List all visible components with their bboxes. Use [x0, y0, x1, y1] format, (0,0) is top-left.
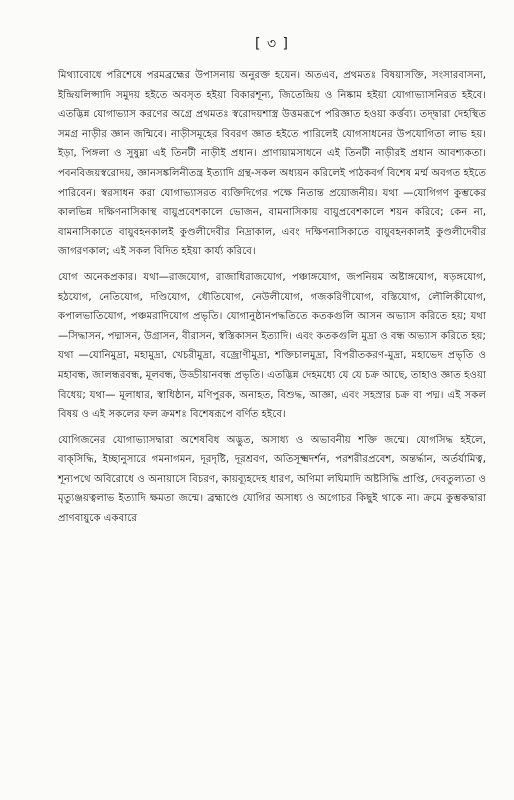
paragraph: যোগিজনের যোগাভ্যাসদ্বারা অশেষবিধ অদ্ভুত, অসাধ্য ও অভাবনীয় শক্তি জন্মে। যোগসিদ্ধ হইলে, বাক্‌সিদ্ধি, ইচ্ছানুসারে গমনাগমন, দূরদৃষ্টি, দূরশ্রবণ, অতিসূক্ষ্মদর্শন, পরশরীরপ্রবেশ, অন্তর্দ্ধান, অর্তর্যামিত্ব, শূন্যপথে অবিরোধে ও অনায়াসে বিচরণ, কায়ব্যূহদেহ ধারণ, অণিমা লঘিমাদি অষ্টসিদ্ধি প্রাপ্তি, দেবতুল্যতা ও মৃত্যুঞ্জয়ত্বলাভ ইত্যাদি ক্ষমতা জন্মে। ব্রহ্মাণ্ডে যোগির অসাধ্য ও অগোচর কিছুই থাকে না। ক্রমে কুম্ভকদ্বারা প্রাণবায়ুকে একবারে	[58, 434, 486, 525]
page-number: [ ৩ ]	[255, 36, 289, 52]
paragraph: যোগ অনেকপ্রকার। যথা—রাজযোগ, রাজাধিরাজযোগ, পঞ্চাঙ্গযোগ, জপনিয়ম অষ্টাঙ্গযোগ, ষড়ঙ্গযোগ, হঠযোগ, নেতিযোগ, দণ্ডিযোগ, ধৌতিযোগ, নেউলীযোগ, গজকরিণীযোগ, বস্তিযোগ, লৌলিকীযোগ, কপালভাতিযোগ, পঞ্চমরাদিযোগ প্রভৃতি। যোগানুষ্ঠানপদ্ধতিতে কতকগুলি আসন অভ্যাস করিতে হয়; যথা—সিদ্ধাসন, পদ্মাসন, উগ্রাসন, বীরাসন, স্বস্তিকাসন ইত্যাদি। এবং কতকগুলি মুদ্রা ও বন্ধ অভ্যাস করিতে হয়; যথা —যোনিমুদ্রা, মহামুদ্রা, খেচরীমুদ্রা, বজ্রোণীমুদ্রা, শক্তিচালমুদ্রা, বিপরীতকরণ-মুদ্রা, মহাভেদ প্রভৃতি ও মহাবন্ধ, জালন্ধরবন্ধ, মূলবন্ধ, উড্ডীয়ানবন্ধ প্রভৃতি। এতদ্ভিন্ন দেহমধ্যে যে যে চক্র আছে, তাহাও জ্ঞাত হওয়া বিধেয়; যথা— মূলাধার, স্বাধিষ্ঠান, মণিপুরক, অনাহত, বিশুদ্ধ, আজ্ঞা, এবং সহস্রার চক্র বা পদ্ম। এই সকল বিষয় ও এই সকলের ফল ক্রমশঃ বিশেষরূপে বর্ণিত হইবে।	[58, 271, 486, 421]
paragraph: মিথ্যাবোধে পরিশেষে পরমব্রহ্মের উপাসনায় অনুরক্ত হয়েন। অতএব, প্রথমতঃ বিষয়াসক্তি, সংসারবাসনা, ইন্দ্রিয়লিপ্সাদি সমুদয় হইতে অবসৃত হইয়া বিকারশূন্য, জিতেন্দ্রিয় ও নিষ্কাম হইয়া যোগাভ্যাসনিরত হইবে। এতদ্ভিন্ন যোগাভ্যাস করণের অগ্রে প্রথমতঃ স্বরোদয়শাস্ত্র উত্তমরূপে পরিজ্ঞাত হওয়া কর্ত্তব্য। তদ্দ্বারা দেহস্থিত সমগ্র নাড়ীর জ্ঞান জন্মিবে। নাড়ীসমূহের বিবরণ জ্ঞাত হইতে পারিলেই যোগসাধনের উপযোগিতা লাভ হয়। ইড়া, পিঙ্গলা ও সুষুম্না এই তিনটী নাড়ীই প্রধান। প্রাণায়ামসাধনে এই তিনটী নাড়ীরই প্রধান আবশ্যকতা। পবনবিজয়স্বরোদয়, জ্ঞানসঙ্কলিনীতন্ত্র ইত্যাদি গ্রন্থ-সকল অধ্যয়ন করিলেই পাঠকবর্গ বিশেষ মর্ম্ম অবগত হইতে পারিবেন। স্বরসাধন করা যোগাভ্যাসরত ব্যক্তিদিগের পক্ষে নিতান্ত প্রয়োজনীয়। যথা —যোগিগণ কুম্ভকের কালভিন্ন দক্ষিণনাসিকাস্থ বায়ুপ্রবেশকালে ভোজন, বামনাসিকায় বায়ুপ্রবেশকালে শয়ন করিবে; কেন না, বামনাসিকাতে বায়ুবহনকালই কুণ্ডলীদেবীর নিদ্রাকাল, এবং দক্ষিণনাসিকাতে বায়ুবহনকালই কুণ্ডলীদেবীর জাগরণকাল; এই সকল বিদিত হইয়া কার্য্য করিবে।	[58, 70, 487, 258]
